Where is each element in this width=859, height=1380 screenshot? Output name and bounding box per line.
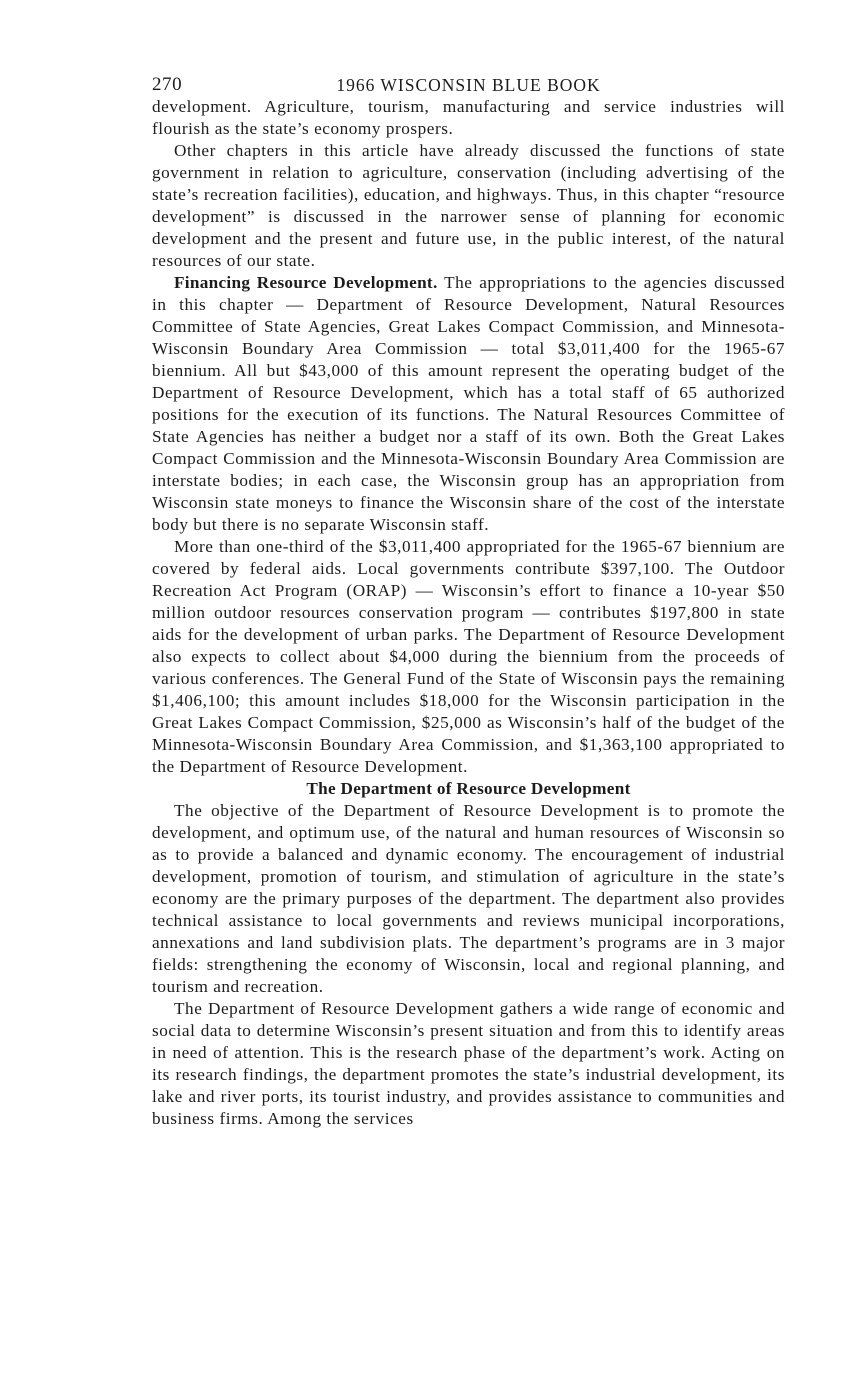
document-page — [152, 74, 785, 1130]
running-head: 1966 WISCONSIN BLUE BOOK — [336, 75, 601, 95]
paragraph-research: The Department of Resource Development gathers a wide range of economic and social data to determine Wisconsin’s present situation and from this to identify areas in need of attention. This is the research phase of the department’s work. Acting on its research findings, the department promotes the state’s industrial development, its lake and river ports, its tourist industry, and provides assistance to communities and business firms. Among the services — [152, 999, 785, 1128]
section-heading: The Department of Resource Development — [306, 779, 631, 798]
paragraph-continuation: development. Agriculture, tourism, manufacturing and service industries will flourish as the state’s economy prospers. — [152, 97, 785, 138]
paragraph-objective: The objective of the Department of Resource Development is to promote the development, and optimum use, of the natural and human resources of Wisconsin so as to provide a balanced and dynamic economy. The encouragement of industrial development, promotion of tourism, and stimulation of agriculture in the state’s economy are the primary purposes of the department. The department also provides technical assistance to local governments and reviews municipal incorporations, annexations and land subdivision plats. The department’s programs are in 3 major fields: strengthening the economy of Wisconsin, local and regional planning, and tourism and recreation. — [152, 801, 785, 996]
paragraph-other-chapters: Other chapters in this article have already discussed the functions of state government in relation to agriculture, conservation (including advertising of the state’s recreation facilities), education, and highways. Thus, in this chapter “resource development” is discussed in the narrower sense of planning for economic development and the present and future use, in the public interest, of the natural resources of our state. — [152, 141, 785, 270]
page-header — [152, 74, 785, 96]
paragraph-federal-aids: More than one-third of the $3,011,400 appropriated for the 1965-67 biennium are covered by federal aids. Local governments contribute $397,100. The Outdoor Recreation Act Program (ORAP) — Wisconsin’s effort to finance a 10-year $50 million outdoor resources conservation program — contributes $197,800 in state aids for the development of urban parks. The Department of Resource Development also expects to collect about $4,000 during the biennium from the proceeds of various conferences. The General Fund of the State of Wisconsin pays the remaining $1,406,100; this amount includes $18,000 for the Wisconsin participation in the Great Lakes Compact Commission, $25,000 as Wisconsin’s half of the budget of the Minnesota-Wisconsin Boundary Area Commission, and $1,363,100 appropriated to the Department of Resource Development. — [152, 537, 785, 776]
paragraph-financing — [152, 272, 785, 536]
paragraph-financing-body: The appropriations to the agencies discussed in this chapter — Department of Resource Development, Natural Resources Committee of State Agencies, Great Lakes Compact Commission, and Minnesota-Wisconsin Boundary Area Commission — total $3,011,400 for the 1965-67 biennium. All but $43,000 of this amount represent the operating budget of the Department of Resource Development, which has a total staff of 65 authorized positions for the execution of its functions. The Natural Resources Committee of State Agencies has neither a budget nor a staff of its own. Both the Great Lakes Compact Commission and the Minnesota-Wisconsin Boundary Area Commission are interstate bodies; in each case, the Wisconsin group has an appropriation from Wisconsin state moneys to finance the Wisconsin share of the cost of the interstate body but there is no separate Wisconsin staff. — [152, 273, 785, 534]
page-number: 270 — [152, 74, 183, 95]
run-in-heading-financing: Financing Resource Development. — [174, 273, 438, 292]
